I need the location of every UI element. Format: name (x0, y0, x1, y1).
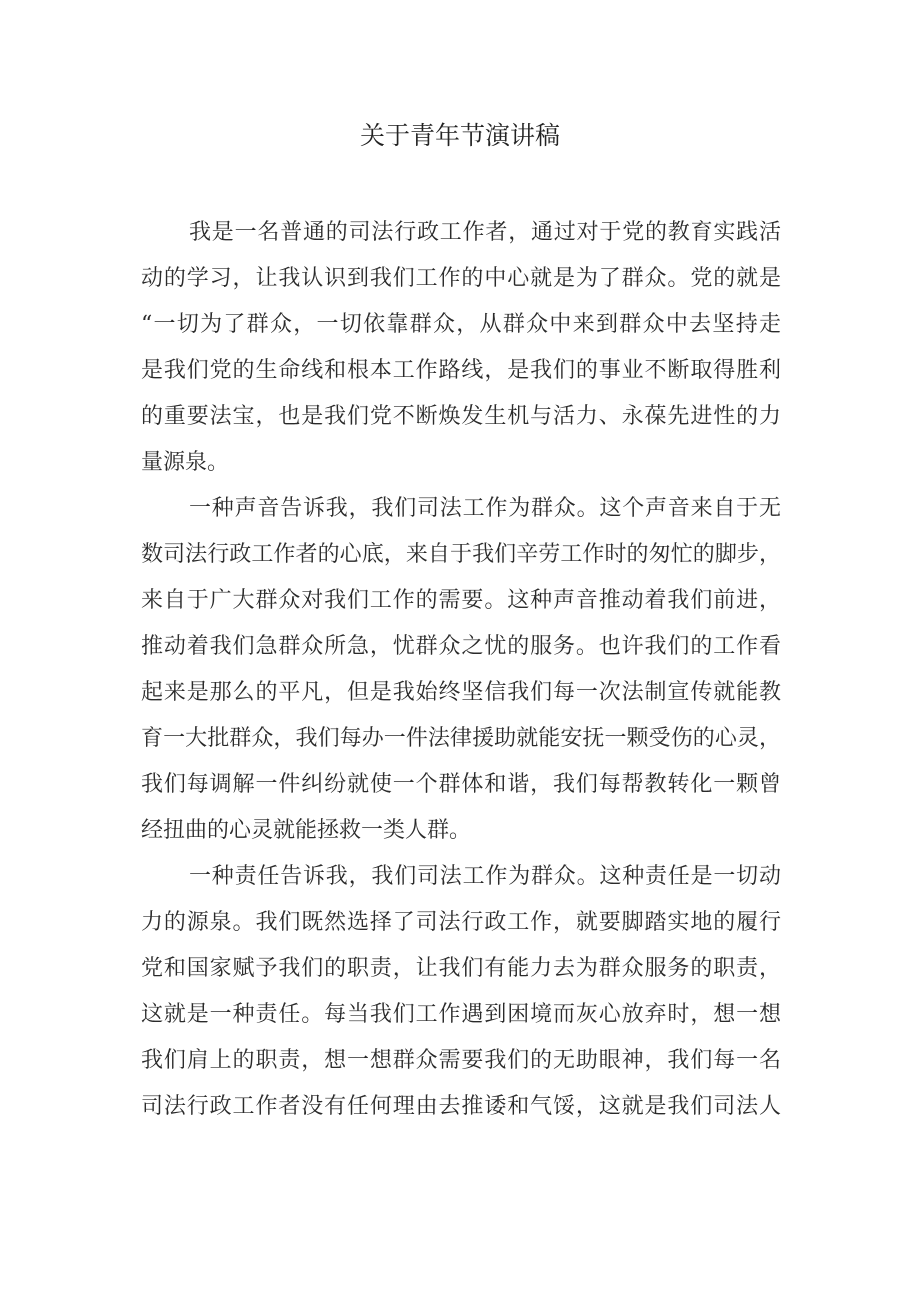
paragraph-line: 育一大批群众，我们每办一件法律援助就能安抚一颗受伤的心灵， (141, 726, 781, 751)
paragraph-line: 量源泉。 (141, 450, 230, 475)
paragraph-line: 起来是那么的平凡，但是我始终坚信我们每一次法制宣传就能教 (141, 680, 781, 705)
paragraph-line: 来自于广大群众对我们工作的需要。这种声音推动着我们前进， (141, 588, 781, 613)
paragraph-3 (141, 854, 781, 1130)
paragraph-line: 这就是一种责任。每当我们工作遇到困境而灰心放弃时，想一想 (141, 1002, 781, 1027)
paragraph-line: 一种声音告诉我，我们司法工作为群众。这个声音来自于无 (189, 496, 781, 521)
paragraph-1 (141, 210, 781, 486)
paragraph-line: 是我们党的生命线和根本工作路线，是我们的事业不断取得胜利 (141, 358, 781, 383)
paragraph-line: 司法行政工作者没有任何理由去推诿和气馁，这就是我们司法人 (141, 1094, 781, 1119)
document-body (141, 210, 781, 1130)
paragraph-2 (141, 486, 781, 854)
paragraph-line: 经扭曲的心灵就能拯救一类人群。 (141, 818, 472, 843)
paragraph-line: 党和国家赋予我们的职责，让我们有能力去为群众服务的职责， (141, 956, 781, 981)
paragraph-line: 的重要法宝，也是我们党不断焕发生机与活力、永葆先进性的力 (141, 404, 781, 429)
paragraph-line: 我们肩上的职责，想一想群众需要我们的无助眼神，我们每一名 (141, 1048, 781, 1073)
paragraph-line: 数司法行政工作者的心底，来自于我们辛劳工作时的匆忙的脚步， (141, 542, 781, 567)
paragraph-line: 我是一名普通的司法行政工作者，通过对于党的教育实践活 (189, 220, 781, 245)
paragraph-line: 推动着我们急群众所急，忧群众之忧的服务。也许我们的工作看 (141, 634, 781, 659)
paragraph-line: 我们每调解一件纠纷就使一个群体和谐，我们每帮教转化一颗曾 (141, 772, 781, 797)
paragraph-line: “一切为了群众，一切依靠群众，从群众中来到群众中去坚持走 (141, 312, 781, 337)
document-title: 关于青年节演讲稿 (359, 121, 560, 150)
paragraph-line: 一种责任告诉我，我们司法工作为群众。这种责任是一切动 (189, 864, 781, 889)
paragraph-line: 力的源泉。我们既然选择了司法行政工作，就要脚踏实地的履行 (141, 910, 781, 935)
paragraph-line: 动的学习，让我认识到我们工作的中心就是为了群众。党的就是 (141, 266, 781, 291)
